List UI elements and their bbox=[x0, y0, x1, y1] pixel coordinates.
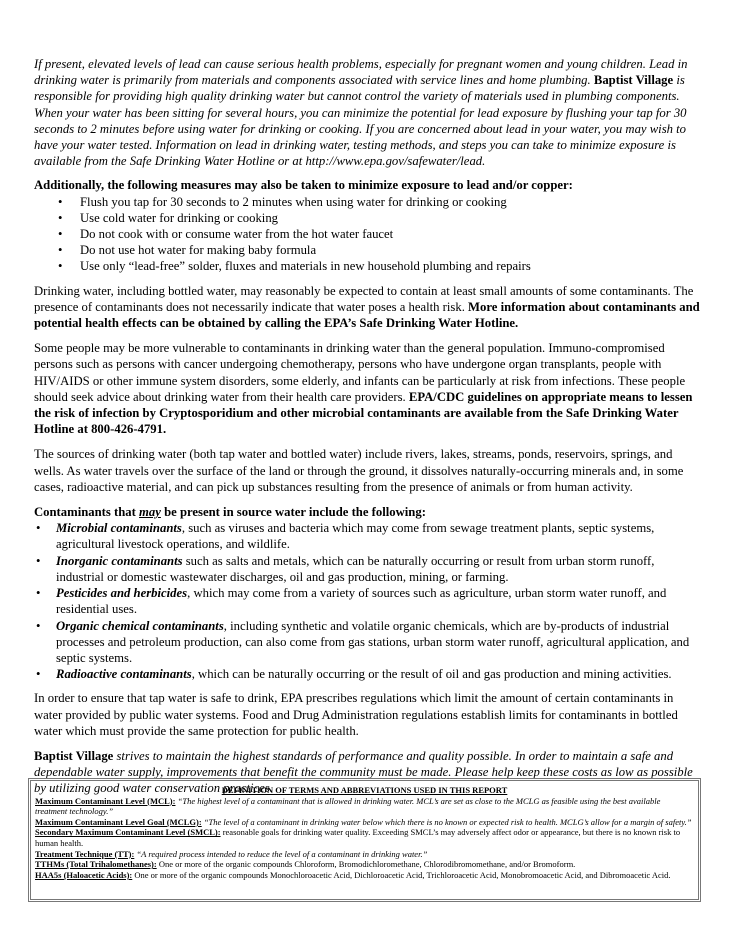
list-item: • Do not cook with or consume water from the hot water faucet bbox=[34, 226, 700, 242]
definition-item bbox=[35, 870, 694, 881]
definition-item bbox=[35, 796, 694, 817]
list-item bbox=[34, 553, 700, 585]
definition-item bbox=[35, 859, 694, 870]
definition-text: One or more of the organic compounds Monochloroacetic Acid, Dichloroacetic Acid, Trichloroacetic Acid, Monobromoacetic Acid, and Dibromoacetic Acid. bbox=[132, 869, 671, 880]
hotline-info: More information about contaminants and potential health effects can be obtained by calling the EPA’s Safe Drinking Water Hotline. bbox=[34, 299, 700, 331]
vulnerable-text: Some people may be more vulnerable to contaminants in drinking water than the general population. Immuno-compromised persons such as persons with cancer undergoing chemotherapy, persons who have undergone organ transplants, people with HIV/AIDS or other immune system disorders, some elderly, and infants can be particularly at risk from infections. These people should seek advice about drinking water from their health care providers. bbox=[34, 341, 686, 404]
list-item bbox=[34, 666, 700, 682]
list-item bbox=[34, 618, 700, 667]
definition-term: HAA5s (Haloacetic Acids): bbox=[35, 869, 133, 880]
bottled-water-paragraph bbox=[34, 283, 700, 332]
definition-term: Treatment Technique (TT): bbox=[35, 848, 135, 859]
definitions-heading: DEFINITION OF TERMS AND ABBREVIATIONS USED IN THIS REPORT bbox=[221, 785, 508, 795]
lead-responsibility-text: is responsible for providing high quality drinking water but cannot control the variety of materials used in plumbing components. When your water has been sitting for several hours, you can minimize the potential for lead exposure by flushing your tap for 30 seconds to 2 minutes before using water for drinking or cooking. If you are concerned about lead in your water, you may wish to have your water tested. Information on lead in drinking water, testing methods, and steps you can take to minimize exposure is available from the Safe Drinking Water Hotline or at http://www.epa.gov/safewater/lead. bbox=[34, 73, 687, 169]
contaminants-heading bbox=[34, 504, 700, 520]
definition-text: “The level of a contaminant in drinking water below which there is no known or expected risk to health. MCLG’s allow for a margin of safety.” bbox=[201, 816, 692, 827]
definition-term: Maximum Contaminant Level Goal (MCLG): bbox=[35, 816, 202, 827]
contaminant-term: Organic chemical contaminants bbox=[56, 618, 224, 633]
org-name: Baptist Village bbox=[593, 73, 674, 88]
contaminant-description: such as salts and metals, which can be naturally occurring or result from urban storm runoff, industrial or domestic wastewater discharges, oil and gas production, mining, or farming. bbox=[56, 553, 655, 584]
contaminant-term: Microbial contaminants bbox=[56, 521, 182, 536]
vulnerable-populations-paragraph bbox=[34, 340, 700, 437]
cdc-guidelines: EPA/CDC guidelines on appropriate means to lessen the risk of infection by Cryptosporidium and other microbial contaminants are available from the Safe Drinking Water Hotline at 800-426-4791. bbox=[34, 389, 693, 437]
bottled-water-text: Drinking water, including bottled water, may reasonably be expected to contain at least small amounts of some contaminants. The presence of contaminants does not necessarily indicate that water poses a health risk. bbox=[34, 283, 694, 314]
definition-item bbox=[35, 817, 694, 828]
contaminant-description: , including synthetic and volatile organic chemicals, which are by-products of industrial processes and petroleum production, can also come from gas stations, urban storm water runoff, agricultural application, and septic systems. bbox=[56, 618, 690, 665]
closing-text: strives to maintain the highest standards of performance and quality possible. In order to maintain a safe and dependable water supply, improvements that benefit the community must be made. Please help keep these costs as low as possible by utilizing good water conservation practices. bbox=[34, 748, 693, 796]
sources-paragraph: The sources of drinking water (both tap water and bottled water) include rivers, lakes, streams, ponds, reservoirs, springs, and wells. As water travels over the surface of the land or through the ground, it dissolves naturally-occurring minerals and, in some cases, radioactive material, and can pick up substances resulting from the presence of animals or from human activity. bbox=[34, 447, 684, 494]
lead-measures-heading: Additionally, the following measures may also be taken to minimize exposure to lead and/or copper: bbox=[34, 178, 573, 193]
list-item: • Flush you tap for 30 seconds to 2 minutes when using water for drinking or cooking bbox=[34, 194, 700, 210]
definition-text: “A required process intended to reduce the level of a contaminant in drinking water.” bbox=[134, 848, 428, 859]
contaminant-description: , which can be naturally occurring or the result of oil and gas production and mining activities. bbox=[191, 667, 672, 682]
list-item: • Use only “lead-free” solder, fluxes and materials in new household plumbing and repairs bbox=[34, 258, 700, 274]
list-item: • Do not use hot water for making baby formula bbox=[34, 242, 700, 258]
contaminant-term: Inorganic contaminants bbox=[56, 553, 183, 568]
contaminant-description: , such as viruses and bacteria which may come from sewage treatment plants, septic systems, agricultural livestock operations, and wildlife. bbox=[56, 521, 655, 552]
list-item: • Use cold water for drinking or cooking bbox=[34, 210, 700, 226]
definition-item bbox=[35, 849, 694, 860]
definition-term: Secondary Maximum Contaminant Level (SMCL): bbox=[35, 827, 221, 838]
definition-term: TTHMs (Total Trihalomethanes): bbox=[35, 859, 157, 870]
lead-measures-list bbox=[34, 194, 700, 275]
definition-text: “The highest level of a contaminant that is allowed in drinking water. MCL’s are set as close to the MCLG as feasible using the best available treatment technology.” bbox=[35, 795, 661, 817]
org-name: Baptist Village bbox=[34, 748, 114, 763]
definition-text: reasonable goals for drinking water quality. Exceeding SMCL’s may adversely affect odor or appearance, but there is no known risk to human health. bbox=[35, 827, 681, 848]
contaminants-heading-start: Contaminants that bbox=[34, 505, 140, 520]
definitions-box bbox=[28, 778, 701, 902]
list-item bbox=[34, 520, 700, 552]
contaminant-term: Radioactive contaminants bbox=[56, 667, 192, 682]
contaminant-description: , which may come from a variety of sources such as agriculture, urban storm water runoff, and residential uses. bbox=[56, 586, 667, 617]
list-item bbox=[34, 585, 700, 617]
report-body bbox=[34, 56, 700, 797]
lead-intro-paragraph bbox=[34, 56, 700, 169]
lead-intro-text: If present, elevated levels of lead can cause serious health problems, especially for pregnant women and young children. Lead in drinking water is primarily from materials and components associated with service lines and home plumbing. bbox=[34, 57, 688, 88]
contaminants-list bbox=[34, 520, 700, 682]
definition-text: One or more of the organic compounds Chloroform, Bromodichloromethane, Chlorodibromomethane, and/or Bromoform. bbox=[156, 859, 576, 870]
contaminants-heading-may: may bbox=[139, 505, 161, 520]
regulation-paragraph: In order to ensure that tap water is safe to drink, EPA prescribes regulations which limit the amount of certain contaminants in water provided by public water systems. Food and Drug Administration regulations establish limits for contaminants in bottled water which must provide the same protection for public health. bbox=[34, 691, 678, 738]
definition-item bbox=[35, 827, 694, 848]
contaminants-heading-end: be present in source water include the following: bbox=[160, 505, 426, 520]
contaminant-term: Pesticides and herbicides bbox=[56, 586, 188, 601]
definition-term: Maximum Contaminant Level (MCL): bbox=[35, 795, 176, 806]
